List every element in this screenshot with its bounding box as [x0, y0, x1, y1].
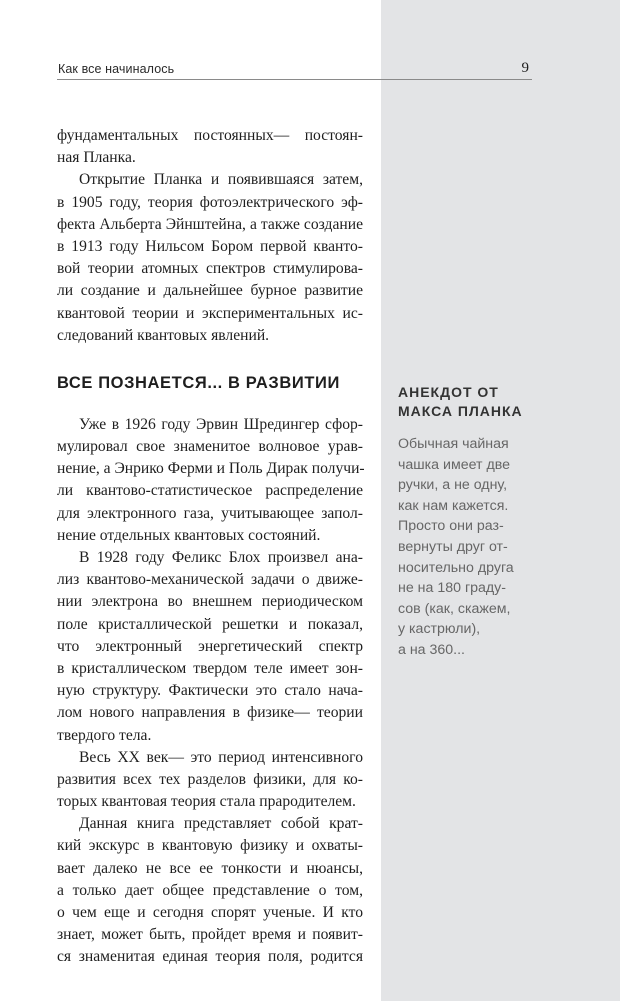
text-line: нии электрона во внешнем периодическом: [57, 593, 363, 611]
paragraph: [57, 169, 363, 347]
text-line: что электронный энергетический спектр: [57, 637, 363, 655]
text-line: в 1905 году, теория фотоэлектрического эф-: [57, 193, 363, 211]
text-line: вает далеко не все ее тонкости и нюансы,: [57, 859, 363, 877]
paragraph: [57, 813, 363, 968]
text-line: ли создание и дальнейшее бурное развитие: [57, 282, 363, 300]
sidebar-text-line: чашка имеет две: [398, 456, 510, 473]
paragraph: [57, 547, 363, 747]
main-text-column: [57, 125, 363, 969]
text-line: лиз квантово-механической задачи о движе-: [57, 571, 363, 589]
sidebar-text-line: не на 180 граду-: [398, 580, 506, 597]
text-line: Весь XX век— это период интенсивного: [79, 748, 363, 766]
sidebar-body: [398, 434, 598, 661]
sidebar-text-line: Обычная чайная: [398, 436, 509, 452]
sidebar-text-line: как нам кажется.: [398, 497, 509, 514]
text-line: для электронного газа, учитывающее запол-: [57, 504, 363, 522]
text-line: поле кристаллической решетки и показал,: [57, 615, 363, 633]
sidebar-title: [398, 383, 598, 421]
text-line: следований квантовых явлений.: [57, 326, 270, 344]
sidebar-text-line: ручки, а не одну,: [398, 477, 508, 494]
text-line: вой теории атомных спектров стимулирова-: [57, 260, 363, 278]
text-line: нение, а Энрико Ферми и Поль Дирак получи-: [57, 460, 365, 478]
text-line: Уже в 1926 году Эрвин Шредингер сфор-: [79, 415, 363, 433]
sidebar-text-line: носительно друга: [398, 559, 514, 576]
sidebar-text-line: Просто они раз-: [398, 518, 504, 535]
sidebar-text-line: сов (как, скажем,: [398, 600, 511, 617]
text-line: торых квантовая теория стала прародителем.: [57, 793, 356, 811]
text-line: фекта Альберта Эйнштейна, а также создание: [57, 215, 363, 233]
text-line: лом нового направления в физике— теории: [57, 704, 363, 722]
sidebar-title-line: АНЕКДОТ ОТ: [398, 384, 499, 400]
text-line: фундаментальных постоянных— постоян-: [57, 127, 363, 144]
sidebar-note: [398, 383, 598, 661]
text-line: Данная книга представляет собой крат-: [79, 815, 363, 833]
text-line: о чем еще и сегодня спорят ученые. И кто: [57, 904, 363, 921]
text-line: а только дает общее представление о том,: [57, 881, 363, 899]
sidebar-text-line: вернуты друг от-: [398, 538, 508, 555]
text-line: мулировал свое знаменитое волновое урав-: [57, 438, 363, 456]
paragraph: [57, 414, 363, 547]
running-title: Как все начиналось: [58, 62, 175, 76]
text-line: твердого тела.: [57, 726, 152, 744]
text-line: В 1928 году Феликс Блох произвел ана-: [79, 549, 363, 566]
text-line: квантовой теории и экспериментальных ис-: [57, 304, 363, 322]
text-line: в кристаллическом твердом теле имеет зон-: [57, 659, 363, 677]
text-line: в 1913 году Нильсом Бором первой кванто-: [57, 237, 363, 255]
text-line: нение отдельных квантовых состояний.: [57, 526, 321, 544]
text-line: развития всех тех разделов физики, для ко-: [57, 770, 363, 788]
paragraph: [57, 747, 363, 814]
text-line: кий экскурс в квантовую физику и охваты-: [57, 837, 363, 855]
text-line: ная Планка.: [57, 149, 136, 167]
paragraph: [57, 125, 363, 169]
sidebar-text-line: у кастрюли),: [398, 621, 481, 638]
text-line: ную структуру. Фактически это стало нача-: [57, 682, 363, 700]
text-line: знает, может быть, пройдет время и появит-: [57, 926, 363, 944]
text-line: ли квантово-статистическое распределение: [57, 482, 363, 500]
page-number: 9: [521, 60, 529, 76]
text-line: ся знаменитая единая теория поля, родится: [57, 948, 363, 966]
sidebar-text-line: а на 360...: [398, 641, 465, 658]
running-header: [57, 61, 532, 80]
sidebar-title-line: МАКСА ПЛАНКА: [398, 403, 523, 419]
section-heading: ВСЕ ПОЗНАЕТСЯ... В РАЗВИТИИ: [57, 373, 340, 392]
text-line: Открытие Планка и появившаяся затем,: [79, 171, 363, 189]
